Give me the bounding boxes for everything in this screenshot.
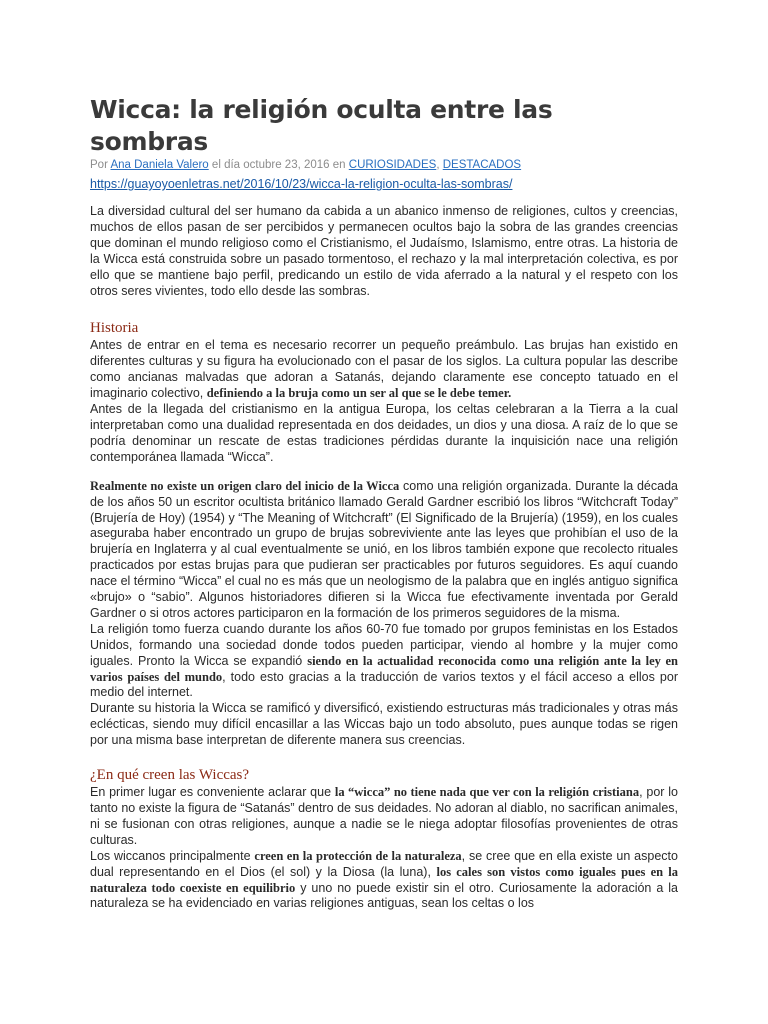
author-link[interactable]: Ana Daniela Valero [110, 159, 209, 171]
creencias-paragraph-1 [90, 785, 678, 849]
historia-paragraph-3 [90, 479, 678, 622]
byline-separator: , [436, 159, 440, 171]
historia-paragraph-4 [90, 622, 678, 702]
byline-prefix: Por [90, 159, 108, 171]
historia-p4-bold: siendo en la actualidad reconocida como una religión ante la ley en varios países del mundo [90, 653, 678, 684]
historia-paragraph-1 [90, 338, 678, 402]
historia-p3-text: como una religión organizada. Durante la década de los años 50 un escritor ocultista británico llamado Gerald Gardner escribió los libros “Witchcraft Today” (Brujería de Hoy) (1954) y “The Meaning of Witchcraft” (El Significado de la Brujería) (1959), en los cuales aseguraba haber encontrado un grupo de brujas sobreviviente ante las leyes que prohibían el uso de la brujería en Inglaterra y al cual eventualmente se unió, en los libros también expone que recolecto rituales practicados por estas brujas para que pudieran ser practicables por futuros seguidores. Es aquí cuando nace el término “Wicca” el cual no es más que un neologismo de la palabra que en inglés antiguo significa «brujo» o “sabio”. Algunos historiadores difieren si la Wicca fue efectivamente inventada por Gerald Gardner o si otros actores participaron en la formación de los primeros seguidores de la misma. [90, 478, 678, 620]
article [90, 94, 678, 912]
byline [90, 158, 678, 173]
intro-paragraph: La diversidad cultural del ser humano da cabida a un abanico inmenso de religiones, cultos y creencias, muchos de ellos pasan de ser percibidos y permanecen ocultos bajo la sobra de las grandes creencias que dominan el mundo religioso como el Cristianismo, el Judaísmo, Islamismo, entre otras. La historia de la Wicca está construida sobre un pasado tormentoso, el rechazo y la mal interpretación colectiva, es por ello que se mantiene bajo perfil, predicando un estilo de vida aferrado a la natural y el respeto con los otros seres vivientes, todo ello desde las sombras. [90, 204, 678, 298]
article-title: Wicca: la religión oculta entre las sombras [90, 95, 553, 156]
creencias-p1-text-a: En primer lugar es conveniente aclarar que [90, 785, 332, 800]
creencias-p1-bold: la “wicca” no tiene nada que ver con la religión cristiana [334, 785, 640, 800]
byline-date: el día octubre 23, 2016 en [211, 159, 346, 171]
historia-p1-text: Antes de entrar en el tema es necesario recorrer un pequeño preámbulo. Las brujas han existido en diferentes culturas y su figura ha evolucionado con el pasar de los siglos. La cultura popular las describe como ancianas malvadas que adoran a Satanás, dejando claramente ese concepto tatuado en el imaginario colectivo, [90, 338, 678, 401]
category-link-destacados[interactable]: DESTACADOS [442, 159, 522, 171]
category-link-curiosidades[interactable]: CURIOSIDADES [348, 159, 437, 171]
historia-p3-bold: Realmente no existe un origen claro del inicio de la Wicca [90, 478, 400, 493]
creencias-p2-bold-1: creen en la protección de la naturaleza [254, 848, 462, 863]
source-url-link[interactable]: https://guayoyoenletras.net/2016/10/23/wicca-la-religion-oculta-las-sombras/ [90, 177, 513, 191]
historia-paragraph-5: Durante su historia la Wicca se ramificó y diversificó, existiendo estructuras más tradicionales y otras más eclécticas, siendo muy difícil encasillar a las Wiccas bajo un todo absoluto, pues aunque todas se rigen por una misma base interpretan de diferente manera sus creencias. [90, 701, 678, 748]
creencias-p2-bold-2: los cales son vistos como iguales pues en la naturaleza todo coexiste en equilibrio [90, 864, 678, 895]
historia-p1-bold: definiendo a la bruja como un ser al que se le debe temer. [206, 386, 512, 401]
creencias-p2-text-a: Los wiccanos principalmente [90, 848, 251, 863]
historia-p4-text-b: , todo esto gracias a la traducción de varios textos y el fácil acceso a ellos por medio del internet. [90, 669, 678, 700]
historia-paragraph-2: Antes de la llegada del cristianismo en la antigua Europa, los celtas celebraran a la Tierra a la cual interpretaban como una dualidad representada en dos deidades, un dios y una diosa. A raíz de lo que se podría denominar un rescate de estas tradiciones pérdidas durante la inquisición nace una religión contemporánea llamada “Wicca”. [90, 402, 678, 464]
creencias-p2-text-b: , se cree que en ella existe un aspecto dual representando en el Dios (el sol) y la Diosa (la luna), [90, 848, 678, 879]
creencias-paragraph-2 [90, 849, 678, 913]
heading-historia: Historia [90, 320, 139, 337]
source-url [90, 176, 678, 192]
heading-creencias: ¿En qué creen las Wiccas? [90, 767, 250, 784]
creencias-p2-text-c: y uno no puede existir sin el otro. Curiosamente la adoración a la naturaleza se ha evidenciado en varias religiones antiguas, sean los celtas o los [90, 880, 678, 911]
creencias-p1-text-b: , por lo tanto no existe la figura de “Satanás” dentro de sus deidades. No adoran al diablo, no sacrifican animales, ni se fusionan con otras religiones, aunque a nadie se le niega adoptar filosofías provenientes de otras culturas. [90, 785, 678, 847]
historia-p4-text-a: La religión tomo fuerza cuando durante los años 60-70 fue tomado por grupos feministas en los Estados Unidos, formando una sociedad donde todos pueden participar, viendo al hombre y la mujer como iguales. Pronto la Wicca se expandió [90, 621, 678, 668]
